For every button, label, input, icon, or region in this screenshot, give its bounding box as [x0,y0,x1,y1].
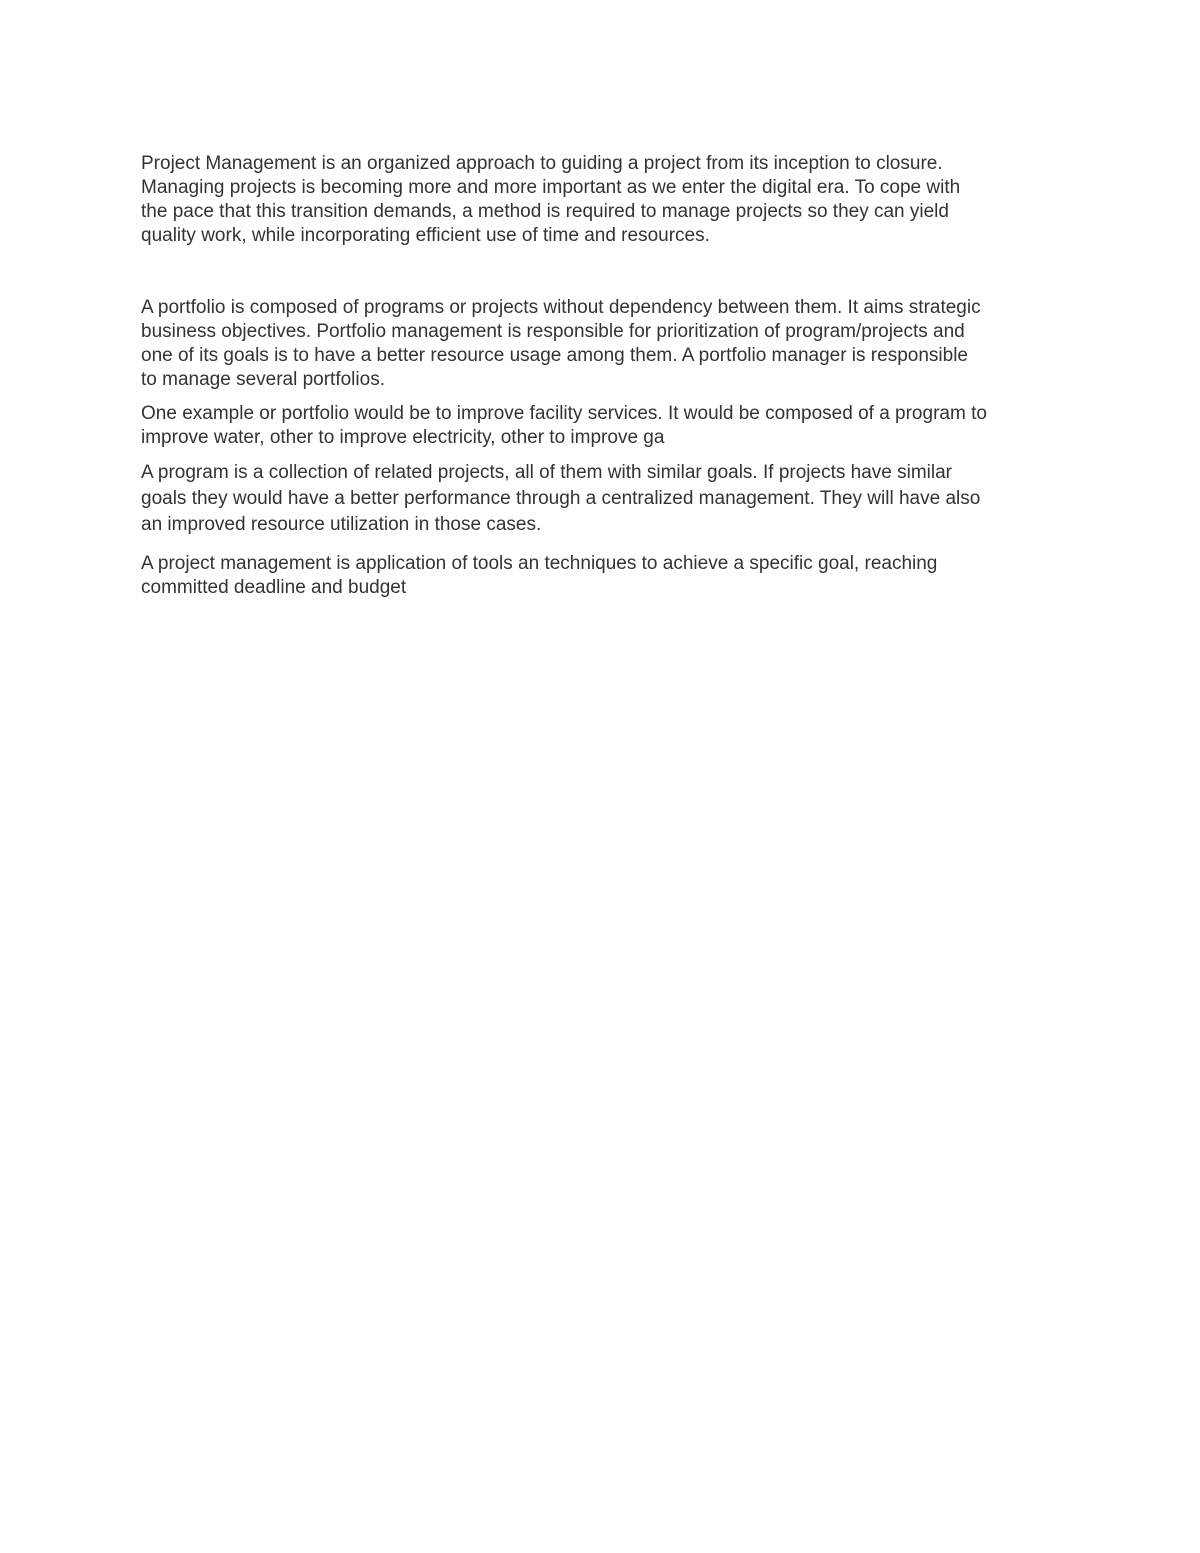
paragraph-portfolio-example: One example or portfolio would be to improve facility services. It would be composed of a program to improve water, other to improve electricity, other to improve ga [141,403,987,448]
paragraph-project-management-definition: A project management is application of tools an techniques to achieve a specific goal, reaching committed deadline and budget [141,553,938,598]
paragraph-portfolio-definition: A portfolio is composed of programs or projects without dependency between them. It aims strategic business objectives. Portfolio management is responsible for prioritization of program/projects and one of its goals is to have a better resource usage among them. A portfolio manager is responsible to manage several portfolios. [141,297,981,390]
document-body [141,152,1071,600]
paragraph-program-definition: A program is a collection of related projects, all of them with similar goals. If projects have similar goals they would have a better performance through a centralized management. They will have also an improved resource utilization in those cases. [141,462,981,535]
paragraph-project-management-intro: Project Management is an organized approach to guiding a project from its inception to closure. Managing projects is becoming more and more important as we enter the digital era. To cope with the pace that this transition demands, a method is required to manage projects so they can yield quality work, while incorporating efficient use of time and resources. [141,153,961,246]
